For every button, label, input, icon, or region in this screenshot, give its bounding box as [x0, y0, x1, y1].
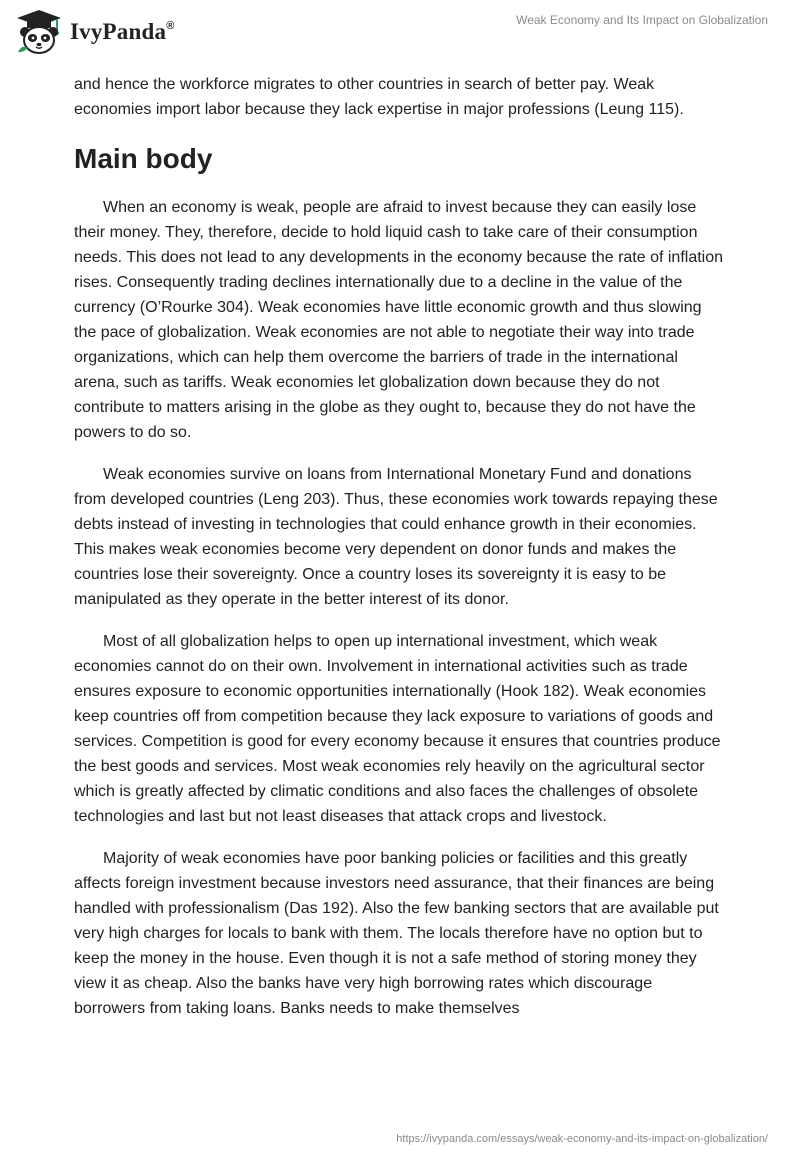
brand-name: IvyPanda® — [70, 19, 175, 44]
essay-content — [74, 72, 724, 1038]
body-paragraph-1: When an economy is weak, people are afraid to invest because they can easily lose their money. They, therefore, decide to hold liquid cash to take care of their consumption needs. This does not lead to any developments in the economy because the rate of inflation rises. Consequently trading declines internationally due to a decline in the value of the currency (O’Rourke 304). Weak economies have little economic growth and thus slowing the pace of globalization. Weak economies are not able to negotiate their way into trade organizations, which can help them overcome the barriers of trade in the international arena, such as tariffs. Weak economies let globalization down because they do not contribute to matters arising in the globe as they ought to, because they do not have the powers to do so. — [74, 199, 724, 441]
intro-continuation: and hence the workforce migrates to other countries in search of better pay. Weak economies import labor because they lack expertise in major professions (Leung 115). — [74, 76, 684, 118]
document-title: Weak Economy and Its Impact on Globalization — [516, 13, 768, 27]
body-paragraph-4: Majority of weak economies have poor banking policies or facilities and this greatly affects foreign investment because investors need assurance, that their finances are being handled with professionalism (Das 192). Also the few banking sectors that are available put very high charges for locals to bank with them. The locals therefore have no option but to keep the money in the house. Even though it is not a safe method of storing money they view it as cheap. Also the banks have very high borrowing rates which discourage borrowers from taking loans. Banks needs to make themselves — [74, 850, 719, 1017]
section-heading: Main body — [74, 143, 213, 174]
body-paragraph-2: Weak economies survive on loans from International Monetary Fund and donations from developed countries (Leng 203). Thus, these economies work towards repaying these debts instead of investing in technologies that could enhance growth in their economies. This makes weak economies become very dependent on donor funds and makes the countries lose their sovereignty. Once a country loses its sovereignty it is easy to be manipulated as they operate in the better interest of its donor. — [74, 466, 718, 608]
body-paragraph-3: Most of all globalization helps to open up international investment, which weak economies cannot do on their own. Involvement in international activities such as trade ensures exposure to economic opportunities internationally (Hook 182). Weak economies keep countries off from competition because they lack exposure to variations of goods and services. Competition is good for every economy because it ensures that countries produce the best goods and services. Most weak economies rely heavily on the agricultural sector which is greatly affected by climatic conditions and also faces the challenges of obsolete technologies and last but not least diseases that attack crops and livestock. — [74, 633, 721, 825]
panda-graduate-icon — [14, 8, 64, 56]
ivypanda-logo[interactable] — [14, 8, 175, 56]
footer-url[interactable]: https://ivypanda.com/essays/weak-economy-and-its-impact-on-globalization/ — [396, 1133, 768, 1145]
page-header — [0, 0, 800, 70]
